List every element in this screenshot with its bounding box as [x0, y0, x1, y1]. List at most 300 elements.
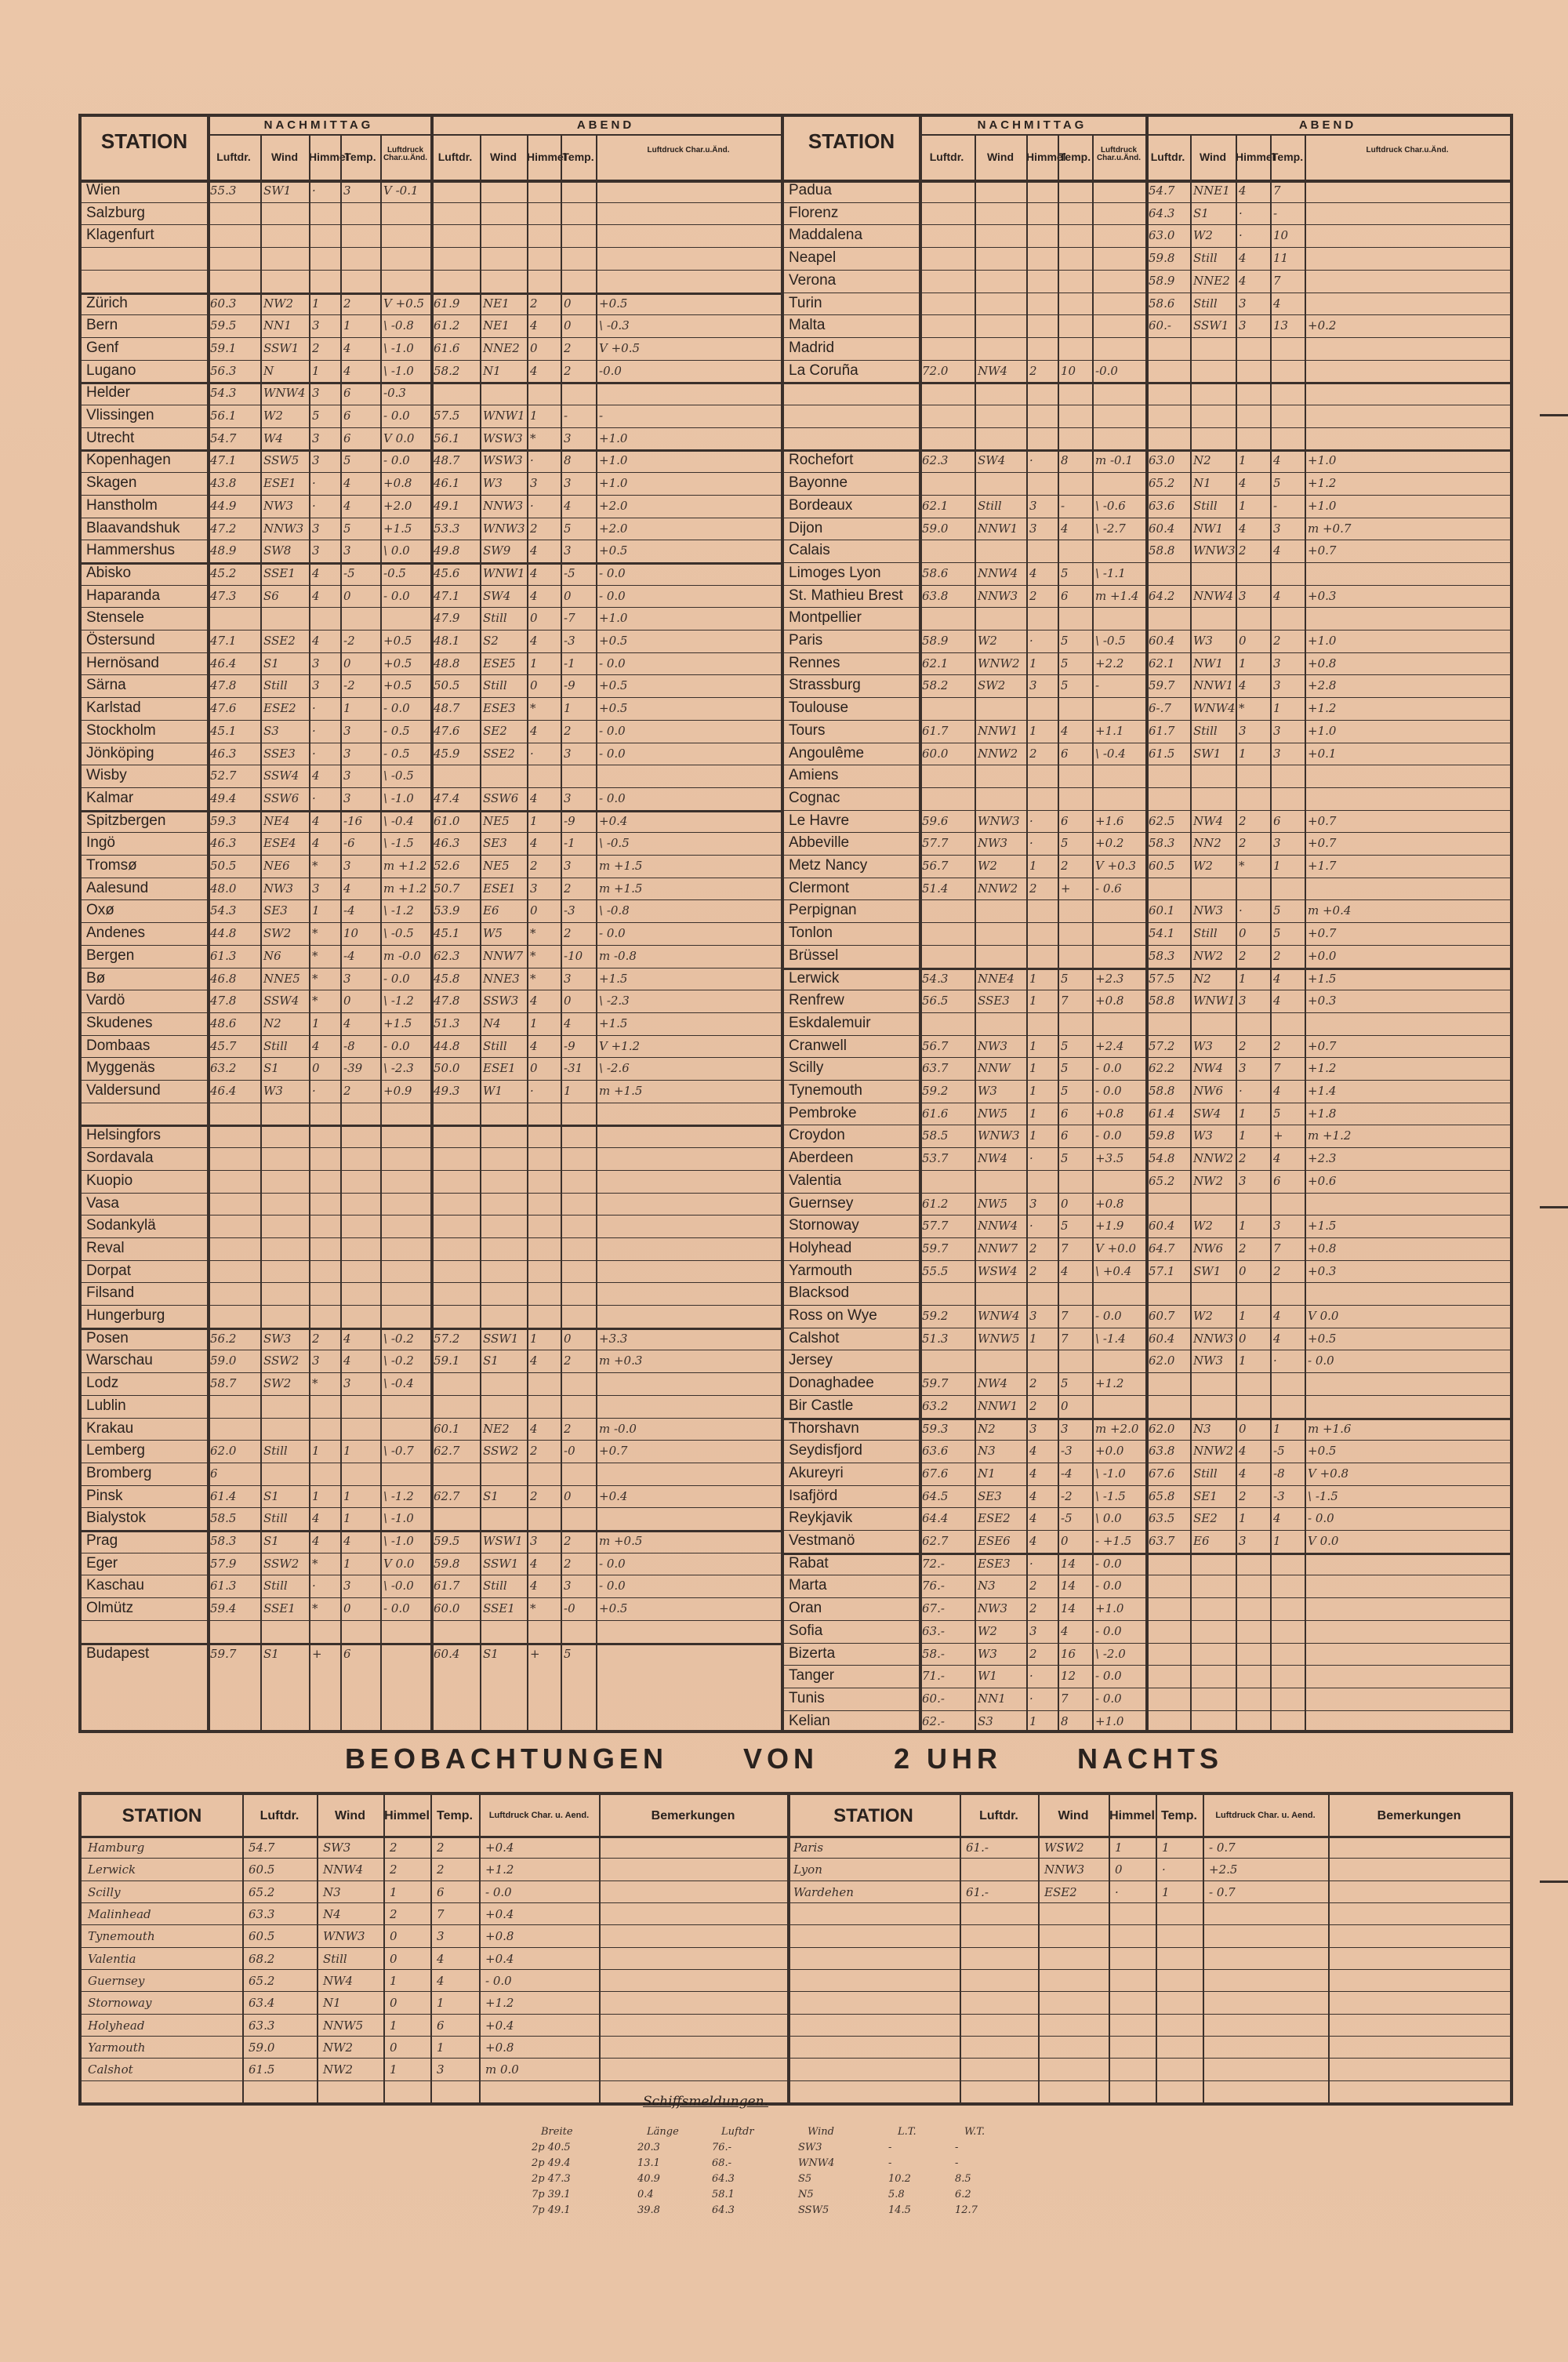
night-station: Guernsey [88, 1974, 145, 1988]
left-value-cell: -0 [564, 1444, 575, 1459]
right-value-cell: 1 [1029, 1106, 1037, 1121]
right-value-cell: 2 [1029, 1263, 1037, 1278]
right-value-cell: 0 [1061, 1196, 1069, 1211]
left-column-line [309, 134, 310, 1730]
right-value-cell: NW1 [1193, 521, 1224, 536]
night-col-header: Wind [335, 1808, 365, 1822]
night-row-line [82, 2014, 1510, 2015]
left-value-cell: 47.1 [434, 588, 460, 603]
night-cell: +0.4 [485, 2018, 514, 2033]
left-value-cell: 3 [312, 431, 320, 445]
right-row-line [784, 855, 1510, 856]
left-value-cell: 3 [564, 543, 572, 558]
station-right-61: Rabat [789, 1554, 829, 1572]
left-value-cell: Still [483, 678, 507, 693]
left-row-line [82, 1080, 781, 1081]
left-value-cell: 47.6 [434, 723, 460, 738]
right-value-cell: 4 [1029, 1488, 1037, 1503]
right-value-cell: 5 [1061, 1219, 1069, 1234]
right-value-cell: Still [1193, 498, 1218, 513]
right-value-cell: 57.5 [1149, 971, 1175, 986]
left-value-cell: S1 [263, 1646, 279, 1661]
left-value-cell: 44.9 [210, 498, 237, 513]
left-value-cell: 1 [312, 1016, 320, 1030]
night-col-header: Luftdruck Char. u. Aend. [488, 1810, 590, 1820]
left-value-cell: S1 [483, 1488, 499, 1503]
station-right-29: Abbeville [789, 834, 850, 852]
left-value-cell: SSW2 [483, 1444, 519, 1459]
right-value-cell: NNW4 [978, 565, 1018, 580]
left-value-cell: 4 [343, 1534, 351, 1548]
station-left-38: Dombaas [86, 1037, 151, 1054]
left-value-cell: 56.3 [210, 363, 237, 378]
title-word-1: BEOBACHTUNGEN [344, 1742, 668, 1775]
station-right-56: Seydisfjord [789, 1442, 862, 1459]
right-value-cell: m -0.1 [1095, 453, 1133, 468]
station-left-34: Bergen [86, 947, 135, 964]
station-left-12: Kopenhagen [86, 452, 171, 469]
left-value-cell: \ -1.0 [383, 1534, 414, 1548]
left-value-cell: 10 [343, 926, 359, 941]
left-value-cell: +0.5 [599, 678, 628, 693]
right-value-cell: 1 [1029, 971, 1037, 986]
right-value-cell: - +1.5 [1095, 1534, 1132, 1548]
right-value-cell: 5 [1273, 1106, 1281, 1121]
right-value-cell: \ -1.5 [1095, 1488, 1126, 1503]
left-value-cell: 0 [564, 296, 572, 311]
night-cell: 63.3 [249, 2018, 275, 2033]
left-value-cell: -2 [343, 678, 355, 693]
right-value-cell: 63.0 [1149, 228, 1175, 243]
left-value-cell: 43.8 [210, 476, 237, 491]
left-value-cell: +1.0 [599, 476, 628, 491]
right-value-cell: 3 [1239, 1534, 1247, 1548]
left-value-cell: 2 [564, 723, 572, 738]
left-col-header: Wind [489, 151, 517, 163]
right-value-cell: 7 [1273, 184, 1281, 198]
left-value-cell: 3 [312, 881, 320, 896]
right-value-cell: +0.7 [1308, 836, 1337, 851]
station-left-9: Helder [86, 384, 130, 402]
right-value-cell: 2 [1239, 1488, 1247, 1503]
right-value-cell: NW4 [978, 363, 1008, 378]
right-column-line [1026, 134, 1028, 1730]
right-value-cell: 2 [1029, 1646, 1037, 1661]
right-value-cell: 62.0 [1149, 1354, 1175, 1368]
left-value-cell: +2.0 [599, 521, 628, 536]
left-row-line [82, 1620, 781, 1621]
right-value-cell: NNE2 [1193, 273, 1230, 288]
left-value-cell: 1 [312, 1444, 320, 1459]
left-value-cell: 2 [564, 1556, 572, 1571]
left-value-cell: 46.3 [434, 836, 460, 851]
title-word-2: VON [742, 1742, 818, 1775]
right-value-cell: +1.5 [1308, 1219, 1337, 1234]
night-column-line [1156, 1795, 1157, 2102]
right-value-cell: NW2 [1193, 1173, 1224, 1188]
left-row-line [82, 495, 781, 496]
left-value-cell: * [530, 1601, 536, 1616]
left-value-cell: · [530, 746, 534, 761]
right-value-cell: 2 [1239, 836, 1247, 851]
station-right-41: Pembroke [789, 1104, 857, 1121]
right-value-cell: 4 [1029, 1444, 1037, 1459]
station-left-28: Spitzbergen [86, 812, 166, 829]
station-left-53: Lodz [86, 1375, 119, 1392]
station-left-61: Eger [86, 1554, 118, 1572]
right-value-cell: +2.8 [1308, 678, 1337, 693]
night-station: Malinhead [88, 1907, 151, 1921]
night-cell: - 0.7 [1209, 1884, 1236, 1899]
left-value-cell: 55.3 [210, 184, 237, 198]
right-value-cell: +1.0 [1308, 723, 1337, 738]
right-value-cell: 63.6 [1149, 498, 1175, 513]
right-row-line [784, 1193, 1510, 1194]
right-row-line [784, 1057, 1510, 1058]
right-value-cell: 54.7 [1149, 184, 1175, 198]
right-value-cell: 1 [1239, 1354, 1247, 1368]
right-value-cell: NW3 [1193, 903, 1224, 918]
right-value-cell: +3.5 [1095, 1151, 1124, 1166]
right-value-cell: 5 [1061, 836, 1069, 851]
left-value-cell: 3 [312, 678, 320, 693]
station-left-60: Prag [86, 1532, 118, 1549]
station-left-16: Hammershus [86, 542, 175, 559]
right-value-cell: \ -0.6 [1095, 498, 1126, 513]
station-left-11: Utrecht [86, 429, 135, 446]
left-value-cell: 2 [530, 296, 538, 311]
station-right-27: Cognac [789, 789, 840, 806]
right-value-cell: 1 [1029, 1061, 1037, 1076]
night-col-header: STATION [833, 1804, 913, 1826]
right-value-cell: Still [1193, 1466, 1218, 1481]
right-value-cell: 3 [1239, 318, 1247, 333]
left-value-cell: 47.9 [434, 611, 460, 626]
station-right-16: Calais [789, 542, 830, 559]
right-column-line [1270, 134, 1272, 1730]
left-value-cell: 4 [312, 1038, 320, 1053]
left-value-cell: 3 [564, 790, 572, 805]
left-value-cell: * [530, 971, 536, 986]
night-cell: 6 [437, 2018, 445, 2033]
right-value-cell: 56.5 [922, 994, 949, 1008]
right-value-cell: 57.2 [1149, 1038, 1175, 1053]
night-station: Hamburg [88, 1841, 145, 1855]
station-left-63: Olmütz [86, 1600, 134, 1617]
right-value-cell: - 0.0 [1308, 1354, 1334, 1368]
left-value-cell: 4 [530, 363, 538, 378]
night-col-header: Himmel [1109, 1808, 1155, 1822]
right-row-line [784, 652, 1510, 653]
left-value-cell: 5 [343, 521, 351, 536]
right-value-cell: Still [1193, 251, 1218, 266]
right-col-header: Wind [1199, 151, 1227, 163]
left-value-cell: 4 [530, 565, 538, 580]
right-row-line [784, 1080, 1510, 1081]
left-value-cell: W3 [483, 476, 503, 491]
left-value-cell: 4 [343, 1016, 351, 1030]
right-value-cell: 58.3 [1149, 948, 1175, 963]
right-value-cell: 61.5 [1149, 746, 1175, 761]
night-row-line [82, 2080, 1510, 2081]
left-value-cell: \ -1.2 [383, 1488, 414, 1503]
right-value-cell: 7 [1273, 273, 1281, 288]
left-value-cell: NNW3 [483, 498, 524, 513]
right-value-cell: \ -1.0 [1095, 1466, 1126, 1481]
left-value-cell: 2 [564, 881, 572, 896]
night-station: Calshot [88, 2062, 133, 2077]
right-value-cell: 2 [1273, 948, 1281, 963]
station-right-17: Limoges Lyon [789, 564, 881, 581]
right-value-cell: 5 [1061, 634, 1069, 648]
left-value-cell: 62.3 [434, 948, 460, 963]
left-value-cell: NW2 [263, 296, 294, 311]
left-value-cell: W1 [483, 1084, 503, 1098]
left-value-cell: 48.6 [210, 1016, 237, 1030]
left-value-cell: \ -0.5 [383, 926, 414, 941]
right-value-cell: +0.7 [1308, 1038, 1337, 1053]
left-value-cell: 4 [343, 1354, 351, 1368]
right-value-cell: SW4 [978, 453, 1006, 468]
right-col-header: Luftdr. [929, 151, 964, 163]
right-value-cell: 60.4 [1149, 521, 1175, 536]
station-right-0: Padua [789, 182, 832, 198]
right-value-cell: 1 [1239, 453, 1247, 468]
right-value-cell: 62.1 [922, 656, 949, 670]
left-value-cell: - 0.0 [383, 1038, 410, 1053]
left-value-cell: NN1 [263, 318, 292, 333]
ship-cell: WNW4 [798, 2157, 835, 2169]
right-value-cell: +0.3 [1308, 588, 1337, 603]
left-value-cell: - 0.0 [599, 565, 626, 580]
right-value-cell: 60.5 [1149, 859, 1175, 873]
left-value-cell: 0 [564, 588, 572, 603]
left-value-cell: * [530, 926, 536, 941]
right-value-cell: WNW3 [1193, 543, 1236, 558]
right-value-cell: WNW3 [978, 1128, 1020, 1143]
left-value-cell: 4 [530, 790, 538, 805]
left-value-cell: 46.8 [210, 971, 237, 986]
left-row-line [82, 899, 781, 900]
ship-cell: 2p 49.4 [532, 2157, 571, 2169]
right-value-cell: · [1029, 836, 1033, 851]
left-value-cell: NE1 [483, 318, 510, 333]
night-col-header: Himmel [384, 1808, 430, 1822]
right-row-line [784, 1147, 1510, 1148]
left-value-cell: \ -1.2 [383, 903, 414, 918]
right-value-cell: NW6 [1193, 1241, 1224, 1255]
left-row-line [82, 337, 781, 338]
night-cell: 61.5 [249, 2062, 275, 2077]
right-value-cell: -2 [1061, 1488, 1073, 1503]
station-left-31: Aalesund [86, 879, 149, 896]
left-value-cell: E6 [483, 903, 499, 918]
left-value-cell: 56.2 [210, 1331, 237, 1346]
left-value-cell: SSE3 [263, 746, 296, 761]
station-left-52: Warschau [86, 1352, 153, 1369]
left-value-cell: 1 [530, 409, 538, 423]
right-value-cell: NNW [978, 1061, 1011, 1076]
left-value-cell: · [530, 453, 534, 468]
right-value-cell: NNE4 [978, 971, 1014, 986]
right-value-cell: 1 [1239, 971, 1247, 986]
left-col-header: Temp. [562, 151, 594, 163]
right-value-cell: 71.- [922, 1669, 945, 1684]
station-right-23: Toulouse [789, 700, 849, 717]
right-value-cell: 64.3 [1149, 205, 1175, 220]
left-value-cell: 59.7 [210, 1646, 237, 1661]
right-value-cell: 10 [1273, 228, 1289, 243]
station-right-19: Montpellier [789, 609, 862, 627]
station-right-22: Strassburg [789, 677, 861, 694]
right-value-cell: NNW1 [978, 1398, 1018, 1413]
night-cell: Still [323, 1951, 347, 1966]
night-cell: 3 [437, 1929, 445, 1944]
station-right-46: Stornoway [789, 1217, 859, 1234]
left-row-line [82, 720, 781, 721]
left-value-cell: W2 [263, 409, 283, 423]
left-value-cell: -0.3 [383, 386, 406, 401]
left-value-cell: 4 [343, 363, 351, 378]
station-right-45: Guernsey [789, 1194, 854, 1212]
left-value-cell: S6 [263, 588, 279, 603]
right-value-cell: -5 [1061, 1511, 1073, 1526]
left-value-cell: +0.5 [599, 296, 628, 311]
right-value-cell: 59.8 [1149, 251, 1175, 266]
right-value-cell: 2 [1029, 746, 1037, 761]
night-cell: +0.8 [485, 2040, 514, 2055]
station-right-51: Calshot [789, 1329, 840, 1346]
right-value-cell: 13 [1273, 318, 1289, 333]
left-value-cell: 63.2 [210, 1061, 237, 1076]
night-station: Lerwick [88, 1862, 136, 1877]
right-value-cell: 4 [1273, 543, 1281, 558]
right-value-cell: NNW4 [1193, 588, 1234, 603]
night-cell: NNW3 [1044, 1862, 1085, 1877]
station-right-64: Sofia [789, 1622, 823, 1639]
left-value-cell: \ -2.6 [599, 1061, 630, 1076]
ship-cell: N5 [798, 2189, 814, 2200]
right-value-cell: 58.3 [1149, 836, 1175, 851]
station-right-14: Bordeaux [789, 496, 853, 514]
left-value-cell: 58.7 [210, 1376, 237, 1391]
right-value-cell: - 0.0 [1095, 1084, 1122, 1098]
station-left-51: Posen [86, 1329, 129, 1346]
station-left-8: Lugano [86, 362, 136, 379]
left-value-cell: -0.0 [599, 363, 622, 378]
right-value-cell: 2 [1029, 1398, 1037, 1413]
night-station: Paris [793, 1841, 824, 1855]
left-value-cell: SW2 [263, 1376, 292, 1391]
left-value-cell: +0.5 [599, 543, 628, 558]
left-col-header: Luftdruck Char.u.Änd. [647, 146, 730, 154]
right-value-cell: SSE3 [978, 994, 1010, 1008]
left-value-cell: SW4 [483, 588, 511, 603]
left-value-cell: 47.8 [210, 678, 237, 693]
left-value-cell: +0.9 [383, 1084, 412, 1098]
left-value-cell: 61.4 [210, 1488, 237, 1503]
night-cell: 6 [437, 1884, 445, 1899]
left-value-cell: 4 [312, 813, 320, 828]
station-left-25: Jönköping [86, 744, 154, 761]
left-value-cell: 4 [530, 1421, 538, 1436]
right-value-cell: 3 [1061, 1421, 1069, 1436]
right-value-cell: NNW2 [978, 746, 1018, 761]
right-value-cell: 58.9 [1149, 273, 1175, 288]
right-value-cell: 63.8 [1149, 1444, 1175, 1459]
right-value-cell: 59.2 [922, 1309, 949, 1323]
station-right-36: Renfrew [789, 992, 844, 1009]
right-value-cell: 14 [1061, 1579, 1076, 1593]
night-cell: 65.2 [249, 1974, 275, 1988]
right-row-line [784, 1507, 1510, 1508]
left-value-cell: 1 [530, 813, 538, 828]
right-value-cell: +2.3 [1095, 971, 1124, 986]
left-value-cell: N [263, 363, 274, 378]
left-value-cell: SSW5 [263, 453, 299, 468]
right-value-cell: SE3 [978, 1488, 1002, 1503]
right-value-cell: +1.0 [1095, 1713, 1124, 1728]
right-value-cell: 51.3 [922, 1331, 949, 1346]
night-station: Tynemouth [88, 1929, 155, 1944]
right-value-cell: W2 [978, 1623, 997, 1638]
section-title [0, 1742, 1568, 1775]
left-row-line [82, 1597, 781, 1598]
right-value-cell: 56.7 [922, 1038, 949, 1053]
left-value-cell: · [312, 746, 316, 761]
left-value-cell: ESE1 [483, 881, 516, 896]
right-value-cell: - 0.0 [1095, 1061, 1122, 1076]
right-row-line [784, 1665, 1510, 1666]
right-value-cell: 56.7 [922, 859, 949, 873]
right-value-cell: 1 [1273, 859, 1281, 873]
right-row-line [784, 1710, 1510, 1711]
right-value-cell: NW4 [978, 1376, 1008, 1391]
right-value-cell: · [1029, 453, 1033, 468]
right-value-cell: 1 [1029, 859, 1037, 873]
station-left-32: Oxø [86, 902, 114, 919]
left-value-cell: NW3 [263, 498, 294, 513]
right-value-cell: +0.2 [1095, 836, 1124, 851]
right-value-cell: NNW2 [1193, 1444, 1234, 1459]
night-cell: 60.5 [249, 1862, 275, 1877]
right-value-cell: WNW5 [978, 1331, 1020, 1346]
right-value-cell: +0.8 [1308, 1241, 1337, 1255]
night-cell: 3 [437, 2062, 445, 2077]
right-value-cell: W2 [1193, 1309, 1213, 1323]
right-value-cell: NW2 [1193, 948, 1224, 963]
left-value-cell: 1 [530, 1331, 538, 1346]
left-value-cell: SSW1 [263, 340, 299, 355]
left-value-cell: 4 [530, 588, 538, 603]
left-value-cell: NNW7 [483, 948, 524, 963]
left-value-cell: · [312, 498, 316, 513]
right-value-cell: 1 [1029, 656, 1037, 670]
left-col-header: Himmel [527, 151, 567, 163]
right-value-cell: 3 [1273, 746, 1281, 761]
right-row-line [784, 427, 1510, 428]
left-value-cell: S1 [263, 1061, 279, 1076]
left-row-line [82, 1395, 781, 1396]
station-right-59: Reykjavik [789, 1510, 853, 1527]
left-value-cell: * [312, 926, 318, 941]
left-value-cell: - 0.0 [383, 971, 410, 986]
left-row-line [82, 1237, 781, 1238]
station-left-54: Lublin [86, 1397, 126, 1414]
right-row-line [784, 495, 1510, 496]
station-left-14: Hanstholm [86, 496, 158, 514]
left-value-cell: 0 [530, 903, 538, 918]
